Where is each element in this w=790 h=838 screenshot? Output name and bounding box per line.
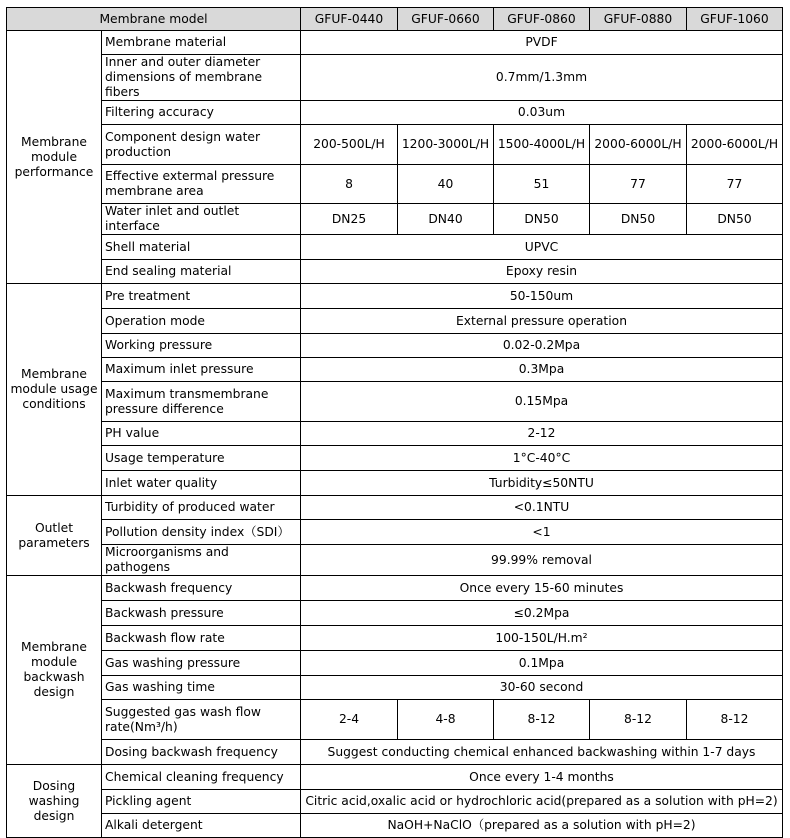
param-value: 4-8 xyxy=(398,700,494,740)
table-row xyxy=(7,814,783,838)
table-row xyxy=(7,496,783,520)
param-value: DN40 xyxy=(398,204,494,235)
table-row xyxy=(7,204,783,235)
param-value: NaOH+NaClO（prepared as a solution with pH=2) xyxy=(301,814,783,838)
param-value: 8-12 xyxy=(687,700,783,740)
table-row xyxy=(7,101,783,125)
table-row xyxy=(7,520,783,545)
param-label: End sealing material xyxy=(102,260,301,284)
param-label: Gas washing time xyxy=(102,676,301,700)
param-label: Pre treatment xyxy=(102,284,301,309)
param-value: Once every 1-4 months xyxy=(301,765,783,790)
table-row xyxy=(7,358,783,382)
param-label: Filtering accuracy xyxy=(102,101,301,125)
param-label: Alkali detergent xyxy=(102,814,301,838)
param-label: Inlet water quality xyxy=(102,471,301,496)
param-label: Backwash flow rate xyxy=(102,626,301,651)
param-value: UPVC xyxy=(301,235,783,260)
param-value: 2-12 xyxy=(301,422,783,446)
param-value: 40 xyxy=(398,165,494,204)
param-value: 0.03um xyxy=(301,101,783,125)
table-row xyxy=(7,765,783,790)
param-value: Turbidity≤50NTU xyxy=(301,471,783,496)
param-label: Shell material xyxy=(102,235,301,260)
param-label: Suggested gas wash flow rate(Nm³/h) xyxy=(102,700,301,740)
param-value: External pressure operation xyxy=(301,309,783,334)
param-value: ≤0.2Mpa xyxy=(301,601,783,626)
param-label: Pollution density index（SDI） xyxy=(102,520,301,545)
table-row xyxy=(7,790,783,814)
param-value: 77 xyxy=(687,165,783,204)
param-value: DN25 xyxy=(301,204,398,235)
param-value: Suggest conducting chemical enhanced backwashing within 1-7 days xyxy=(301,740,783,765)
model-label: Membrane model xyxy=(7,8,301,31)
param-label: Water inlet and outlet interface xyxy=(102,204,301,235)
param-value: 8 xyxy=(301,165,398,204)
table-row xyxy=(7,260,783,284)
table-row xyxy=(7,284,783,309)
table-row xyxy=(7,382,783,422)
param-value: PVDF xyxy=(301,31,783,55)
model-1: GFUF-0660 xyxy=(398,8,494,31)
param-value: 200-500L/H xyxy=(301,125,398,165)
param-value: <1 xyxy=(301,520,783,545)
table-row xyxy=(7,235,783,260)
table-row xyxy=(7,471,783,496)
param-value: 51 xyxy=(494,165,590,204)
param-label: Working pressure xyxy=(102,334,301,358)
param-label: Usage temperature xyxy=(102,446,301,471)
table-row xyxy=(7,422,783,446)
param-label: Inner and outer diameter dimensions of membrane fibers xyxy=(102,55,301,101)
section-performance-title: Membrane module performance xyxy=(7,31,102,284)
param-value: 100-150L/H.m² xyxy=(301,626,783,651)
param-value: 1°C-40°C xyxy=(301,446,783,471)
param-value: 0.3Mpa xyxy=(301,358,783,382)
param-label: Dosing backwash frequency xyxy=(102,740,301,765)
model-2: GFUF-0860 xyxy=(494,8,590,31)
table-row xyxy=(7,576,783,601)
param-value: 77 xyxy=(590,165,687,204)
table-row xyxy=(7,309,783,334)
table-row xyxy=(7,125,783,165)
param-label: Pickling agent xyxy=(102,790,301,814)
model-4: GFUF-1060 xyxy=(687,8,783,31)
param-value: 0.02-0.2Mpa xyxy=(301,334,783,358)
param-label: Component design water production xyxy=(102,125,301,165)
param-label: Microorganisms and pathogens xyxy=(102,545,301,576)
table-row xyxy=(7,545,783,576)
header-row xyxy=(7,8,783,31)
section-usage-title: Membrane module usage conditions xyxy=(7,284,102,496)
param-value: Once every 15-60 minutes xyxy=(301,576,783,601)
param-label: Operation mode xyxy=(102,309,301,334)
table-row xyxy=(7,740,783,765)
param-label: Backwash pressure xyxy=(102,601,301,626)
param-value: DN50 xyxy=(687,204,783,235)
param-label: Maximum inlet pressure xyxy=(102,358,301,382)
param-value: Epoxy resin xyxy=(301,260,783,284)
param-value: 0.1Mpa xyxy=(301,651,783,676)
table-row xyxy=(7,651,783,676)
param-value: DN50 xyxy=(590,204,687,235)
param-value: 1200-3000L/H xyxy=(398,125,494,165)
param-label: Chemical cleaning frequency xyxy=(102,765,301,790)
param-value: 2000-6000L/H xyxy=(590,125,687,165)
model-0: GFUF-0440 xyxy=(301,8,398,31)
table-row xyxy=(7,676,783,700)
table-row xyxy=(7,700,783,740)
param-value: 0.7mm/1.3mm xyxy=(301,55,783,101)
param-value: Citric acid,oxalic acid or hydrochloric acid(prepared as a solution with pH=2) xyxy=(301,790,783,814)
section-outlet-title: Outlet parameters xyxy=(7,496,102,576)
param-label: Maximum transmembrane pressure difference xyxy=(102,382,301,422)
table-row xyxy=(7,31,783,55)
table-row xyxy=(7,334,783,358)
param-value: 0.15Mpa xyxy=(301,382,783,422)
param-value: 8-12 xyxy=(494,700,590,740)
table-row xyxy=(7,601,783,626)
param-value: 2000-6000L/H xyxy=(687,125,783,165)
param-value: <0.1NTU xyxy=(301,496,783,520)
param-label: Turbidity of produced water xyxy=(102,496,301,520)
param-value: 99.99% removal xyxy=(301,545,783,576)
param-label: PH value xyxy=(102,422,301,446)
param-label: Backwash frequency xyxy=(102,576,301,601)
param-label: Membrane material xyxy=(102,31,301,55)
model-3: GFUF-0880 xyxy=(590,8,687,31)
param-value: 8-12 xyxy=(590,700,687,740)
param-value: DN50 xyxy=(494,204,590,235)
param-value: 2-4 xyxy=(301,700,398,740)
section-dosing-title: Dosing washing design xyxy=(7,765,102,838)
param-label: Effective extermal pressure membrane area xyxy=(102,165,301,204)
param-label: Gas washing pressure xyxy=(102,651,301,676)
table-row xyxy=(7,446,783,471)
table-row xyxy=(7,165,783,204)
param-value: 1500-4000L/H xyxy=(494,125,590,165)
table-row xyxy=(7,626,783,651)
table-row xyxy=(7,55,783,101)
section-backwash-title: Membrane module backwash design xyxy=(7,576,102,765)
param-value: 30-60 second xyxy=(301,676,783,700)
param-value: 50-150um xyxy=(301,284,783,309)
spec-table xyxy=(6,7,783,838)
